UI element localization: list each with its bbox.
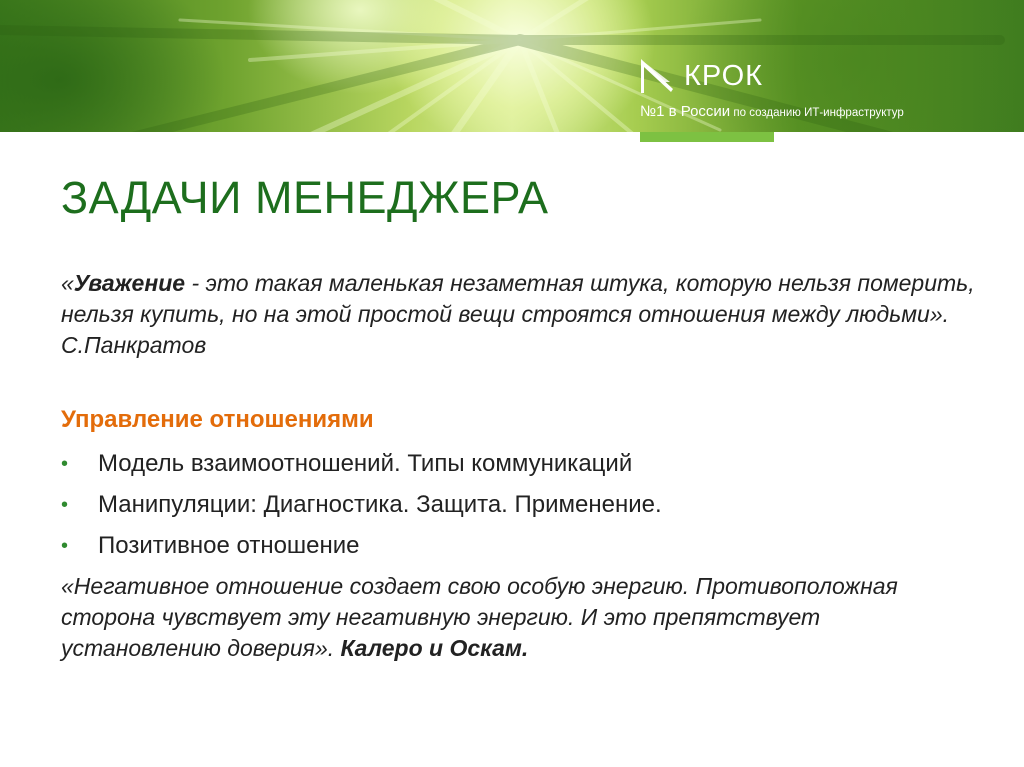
header-banner-image bbox=[0, 0, 1024, 132]
section-subheading: Управление отношениями bbox=[61, 406, 374, 433]
bullet-text: Модель взаимоотношений. Типы коммуникаций bbox=[98, 450, 633, 477]
quote-keyword: Уважение bbox=[73, 270, 186, 296]
quote-body: «Негативное отношение создает свою особую энергию. Противоположная сторона чувствует эту негативную энергию. И это препятствует установлению доверия». bbox=[61, 573, 898, 661]
quote-open-mark: « bbox=[61, 270, 74, 296]
tagline-rest: по созданию ИТ-инфраструктур bbox=[730, 107, 904, 119]
tagline-main: №1 в России bbox=[640, 103, 731, 120]
bullet-marker: • bbox=[61, 494, 69, 516]
bullet-item bbox=[61, 487, 662, 528]
bullet-text: Позитивное отношение bbox=[98, 532, 360, 559]
trust-quote bbox=[61, 571, 981, 664]
brand-tagline bbox=[640, 104, 904, 120]
brand-name: КРОК bbox=[684, 60, 764, 92]
quote-author: Калеро и Оскам. bbox=[340, 635, 529, 661]
bullet-marker: • bbox=[61, 535, 69, 557]
respect-quote bbox=[61, 268, 981, 361]
slide-title: ЗАДАЧИ МЕНЕДЖЕРА bbox=[61, 172, 549, 223]
bullet-item bbox=[61, 446, 662, 487]
krok-logo-icon bbox=[640, 58, 674, 94]
bullet-marker: • bbox=[61, 453, 69, 475]
bullet-list bbox=[61, 446, 662, 569]
krok-logo bbox=[640, 58, 980, 128]
bullet-item bbox=[61, 528, 662, 569]
quote-body: - это такая маленькая незаметная штука, которую нельзя померить, нельзя купить, но на этой простой вещи строятся отношения между людьми». С.Панкратов bbox=[61, 270, 975, 358]
bullet-text: Манипуляции: Диагностика. Защита. Применение. bbox=[98, 491, 662, 518]
accent-bar bbox=[640, 132, 774, 142]
